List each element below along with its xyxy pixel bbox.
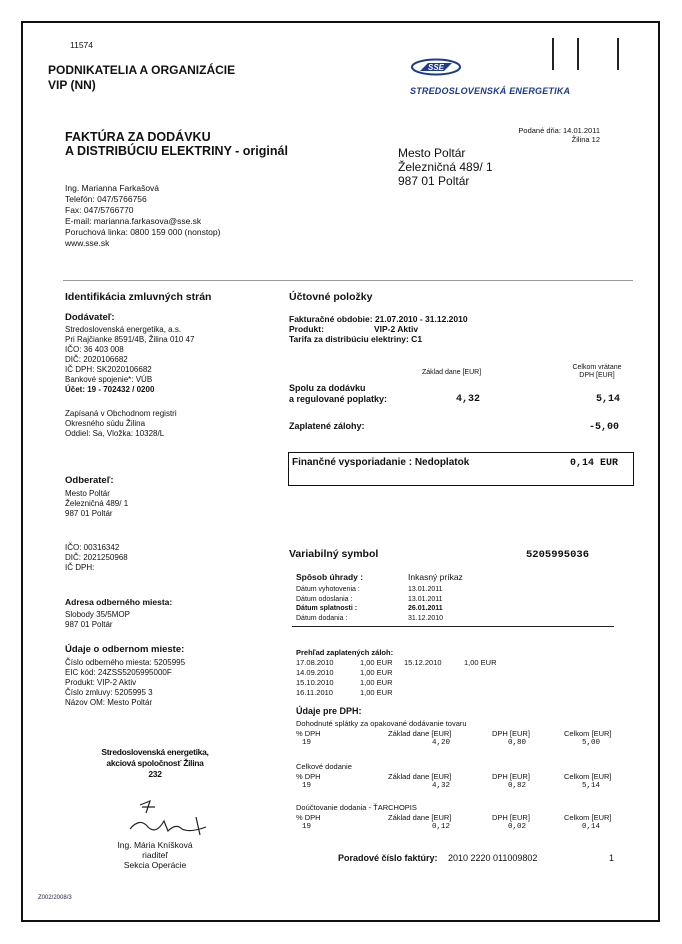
post-mark-bar bbox=[617, 38, 619, 70]
payment-method-value: Inkasný príkaz bbox=[408, 572, 463, 582]
payment-method-label: Spôsob úhrady : bbox=[296, 572, 364, 582]
logo-letters: SSE bbox=[427, 63, 445, 72]
vat-section: Dohodnuté splátky za opakované dodávanie tovaru % DPH Základ dane [EUR] DPH [EUR] Celkom [EUR] 19 4,20 0,80 5,00 bbox=[296, 719, 612, 747]
document-number: 11574 bbox=[70, 40, 94, 50]
recipient-address: Mesto Poltár Železničná 489/ 1 987 01 Poltár bbox=[398, 146, 493, 188]
advances-overview-heading: Prehľad zaplatených záloh: bbox=[296, 648, 394, 657]
customer-heading: Odberateľ: bbox=[65, 475, 114, 486]
customer-ids: IČO: 00316342 DIČ: 2021250968 IČ DPH: bbox=[65, 543, 128, 572]
accounting-heading: Účtovné položky bbox=[289, 291, 373, 303]
invoice-number-value: 2010 2220 011009802 bbox=[448, 853, 538, 863]
advances-divider bbox=[292, 626, 614, 627]
variable-symbol-label: Variabilný symbol bbox=[289, 548, 379, 560]
vat-section: Doúčtovanie dodania - ŤARCHOPIS % DPH Základ dane [EUR] DPH [EUR] Celkom [EUR] 19 0,12 0,02 0,14 bbox=[296, 803, 612, 831]
form-code: Z002/2008/3 bbox=[38, 895, 72, 901]
supplier-details: Stredoslovenská energetika, a.s. Pri Rajčianke 8591/4B, Žilina 010 47 IČO: 36 403 008 DIČ: 2020106682 IČ DPH: SK2020106682 Bankové spojenie*: VÚB Účet: 19 - 702432 / 0200 bbox=[65, 325, 195, 394]
sum-total-value: 5,14 bbox=[596, 394, 621, 405]
company-stamp: Stredoslovenská energetika, akciová spoločnosť Žilina 232 bbox=[101, 747, 209, 779]
sum-label: Spolu za dodávku a regulované poplatky: bbox=[289, 383, 388, 404]
identification-heading: Identifikácia zmluvných strán bbox=[65, 291, 212, 303]
total-column-header: Celkom vrátane DPH [EUR] bbox=[572, 364, 622, 379]
sse-logo bbox=[410, 58, 462, 76]
advance-row: 17.08.2010 1,00 EUR 15.12.2010 1,00 EUR bbox=[296, 658, 497, 667]
registry-info: Zapísaná v Obchodnom registri Okresného súdu Žilina Oddiel: Sa, Vložka: 10328/L bbox=[65, 409, 177, 438]
posted-date: Podané dňa: 14.01.2011 Žilina 12 bbox=[518, 126, 600, 144]
dates-labels: Dátum vyhotovenia : Dátum odoslania : Dátum splatnosti : Dátum dodania : bbox=[296, 586, 360, 622]
supplier-heading: Dodávateľ: bbox=[65, 312, 115, 323]
consumption-point-details: Číslo odberného miesta: 5205995 EIC kód: 24ZSS5205995000F Produkt: VIP-2 Aktiv Číslo zmluvy: 5205995 3 Názov OM: Mesto Poltár bbox=[65, 658, 186, 707]
variable-symbol-value: 5205995036 bbox=[526, 549, 590, 561]
dates-values: 13.01.2011 13.01.2011 26.01.2011 31.12.2010 bbox=[408, 586, 444, 622]
post-mark-bar bbox=[552, 38, 554, 70]
bank-account: Účet: 19 - 702432 / 0200 bbox=[65, 385, 155, 394]
delivery-address: Slobody 35/5MOP 987 01 Poltár bbox=[65, 610, 130, 629]
settlement-label: Finančné vysporiadanie : Nedoplatok bbox=[292, 457, 470, 468]
advances-value: -5,00 bbox=[589, 422, 620, 433]
consumption-point-heading: Údaje o odbernom mieste: bbox=[65, 644, 185, 655]
base-column-header: Základ dane [EUR] bbox=[422, 369, 482, 376]
segment-heading: PODNIKATELIA A ORGANIZÁCIE VIP (NN) bbox=[48, 63, 236, 92]
sum-base-value: 4,32 bbox=[456, 394, 481, 405]
advance-row: 15.10.2010 1,00 EUR bbox=[296, 678, 393, 687]
advances-table bbox=[296, 658, 536, 698]
contact-block: Ing. Marianna Farkašová Telefón: 047/5766756 Fax: 047/5766770 E-mail: marianna.farkasova@sse.sk Poruchová linka: 0800 159 000 (nonstop) www.sse.sk bbox=[65, 183, 221, 248]
section-divider bbox=[63, 280, 633, 281]
company-name: STREDOSLOVENSKÁ ENERGETIKA bbox=[410, 86, 571, 96]
handwritten-signatures bbox=[110, 795, 220, 840]
delivery-address-heading: Adresa odberného miesta: bbox=[65, 597, 173, 607]
advance-row: 16.11.2010 1,00 EUR bbox=[296, 688, 393, 697]
invoice-number-label: Poradové číslo faktúry: bbox=[338, 853, 438, 863]
advances-label: Zaplatené zálohy: bbox=[289, 421, 365, 431]
signer-block: Ing. Mária Kníšková riaditeľ Sekcia Operácie bbox=[117, 840, 193, 870]
page-number: 1 bbox=[609, 853, 615, 863]
invoice-title: FAKTÚRA ZA DODÁVKU A DISTRIBÚCIU ELEKTRINY - originál bbox=[65, 130, 288, 158]
post-mark-bar bbox=[577, 38, 579, 70]
vat-section: Celkové dodanie % DPH Základ dane [EUR] DPH [EUR] Celkom [EUR] 19 4,32 0,82 5,14 bbox=[296, 762, 612, 790]
customer-details: Mesto Poltár Železničná 489/ 1 987 01 Poltár bbox=[65, 489, 129, 518]
billing-info: Fakturačné obdobie: 21.07.2010 - 31.12.2010 Produkt: VIP-2 Aktiv Tarifa za distribúciu elektriny: C1 bbox=[289, 314, 468, 344]
advance-row: 14.09.2010 1,00 EUR bbox=[296, 668, 393, 677]
vat-heading: Údaje pre DPH: bbox=[296, 706, 362, 716]
settlement-value: 0,14 EUR bbox=[570, 458, 619, 469]
